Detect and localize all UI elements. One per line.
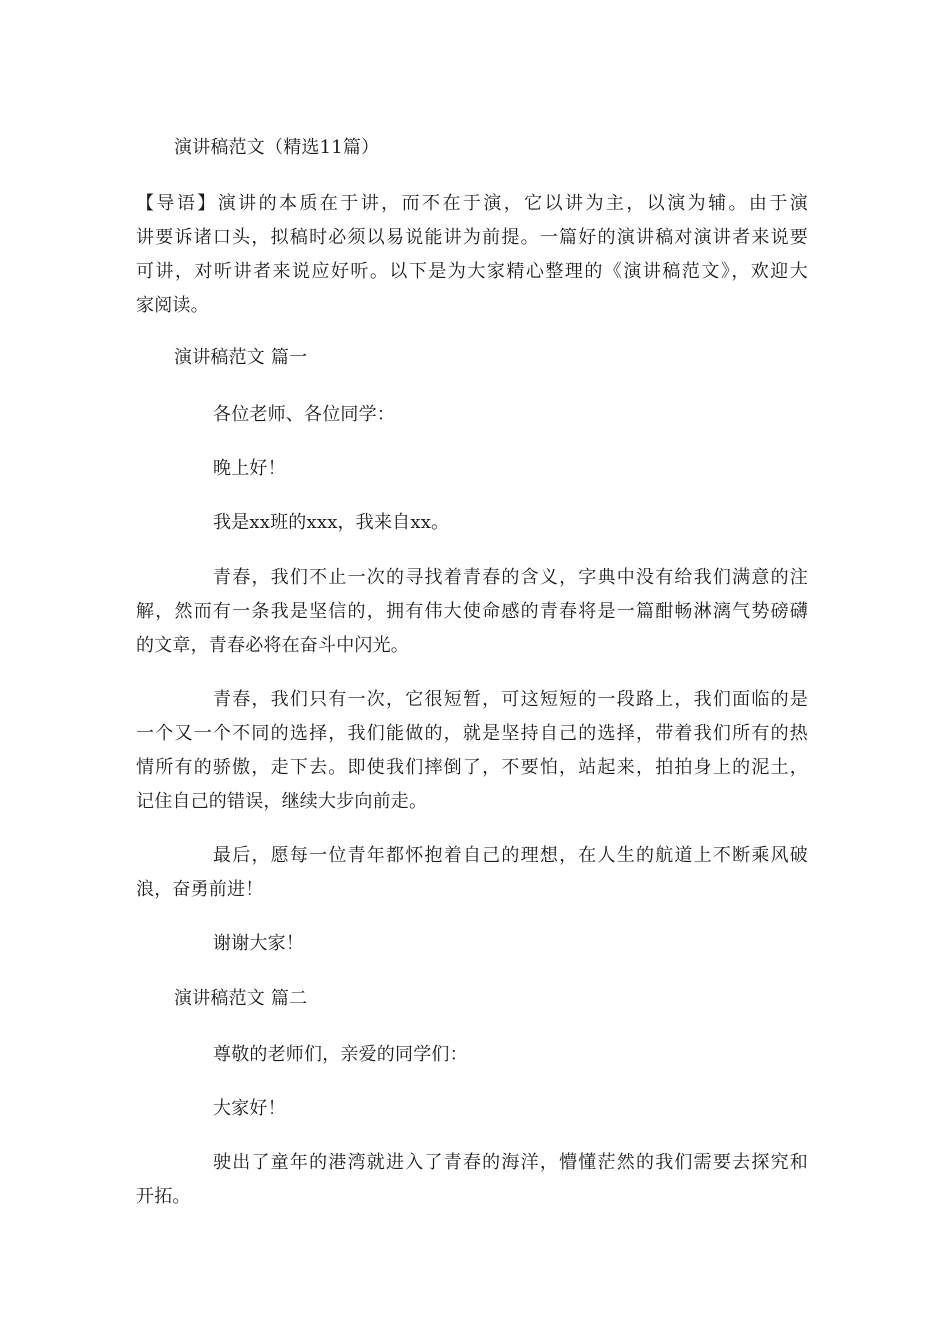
text-line: 情所有的骄傲，走下去。即使我们摔倒了，不要怕，站起来，拍拍身上的泥土， [136,757,808,778]
greeting: 各位老师、各位同学： [213,404,395,425]
text-line: 最后，愿每一位青年都怀抱着自己的理想，在人生的航道上不断乘风破 [213,845,808,866]
text-line: 家阅读。 [136,295,209,316]
text-line: 的文章，青春必将在奋斗中闪光。 [136,635,409,656]
self-intro: 我是xx班的xxx，我来自xx。 [213,512,450,533]
text-line: 浪，奋勇前进！ [136,879,264,900]
document-title: 演讲稿范文（精选11篇） [174,137,380,158]
text-line: 青春，我们不止一次的寻找着青春的含义，字典中没有给我们满意的注 [213,567,808,588]
text-line: 解，然而有一条我是坚信的，拥有伟大使命感的青春将是一篇酣畅淋漓气势磅礴 [136,601,808,622]
salute: 大家好！ [213,1098,286,1119]
text-line: 可讲，对听讲者来说应好听。以下是为大家精心整理的《演讲稿范文》，欢迎大 [136,261,808,282]
text-line: 青春，我们只有一次，它很短暂，可这短短的一段路上，我们面临的是 [213,689,808,710]
text-line: 记住自己的错误，继续大步向前走。 [136,791,428,812]
text-line: 开拓。 [136,1186,191,1207]
section-heading: 演讲稿范文 篇二 [174,988,308,1009]
greeting: 尊敬的老师们，亲爱的同学们： [213,1044,468,1065]
text-line: 一个又一个不同的选择，我们能做的，就是坚持自己的选择，带着我们所有的热 [136,723,808,744]
closing-thanks: 谢谢大家！ [213,933,304,954]
salute: 晚上好！ [213,458,286,479]
text-line: 【导语】演讲的本质在于讲，而不在于演，它以讲为主，以演为辅。由于演 [136,193,808,214]
text-line: 讲要诉诸口头，拟稿时必须以易说能讲为前提。一篇好的演讲稿对演讲者来说要 [136,227,808,248]
text-line: 驶出了童年的港湾就进入了青春的海洋，懵懂茫然的我们需要去探究和 [213,1152,808,1173]
section-heading: 演讲稿范文 篇一 [174,347,308,368]
